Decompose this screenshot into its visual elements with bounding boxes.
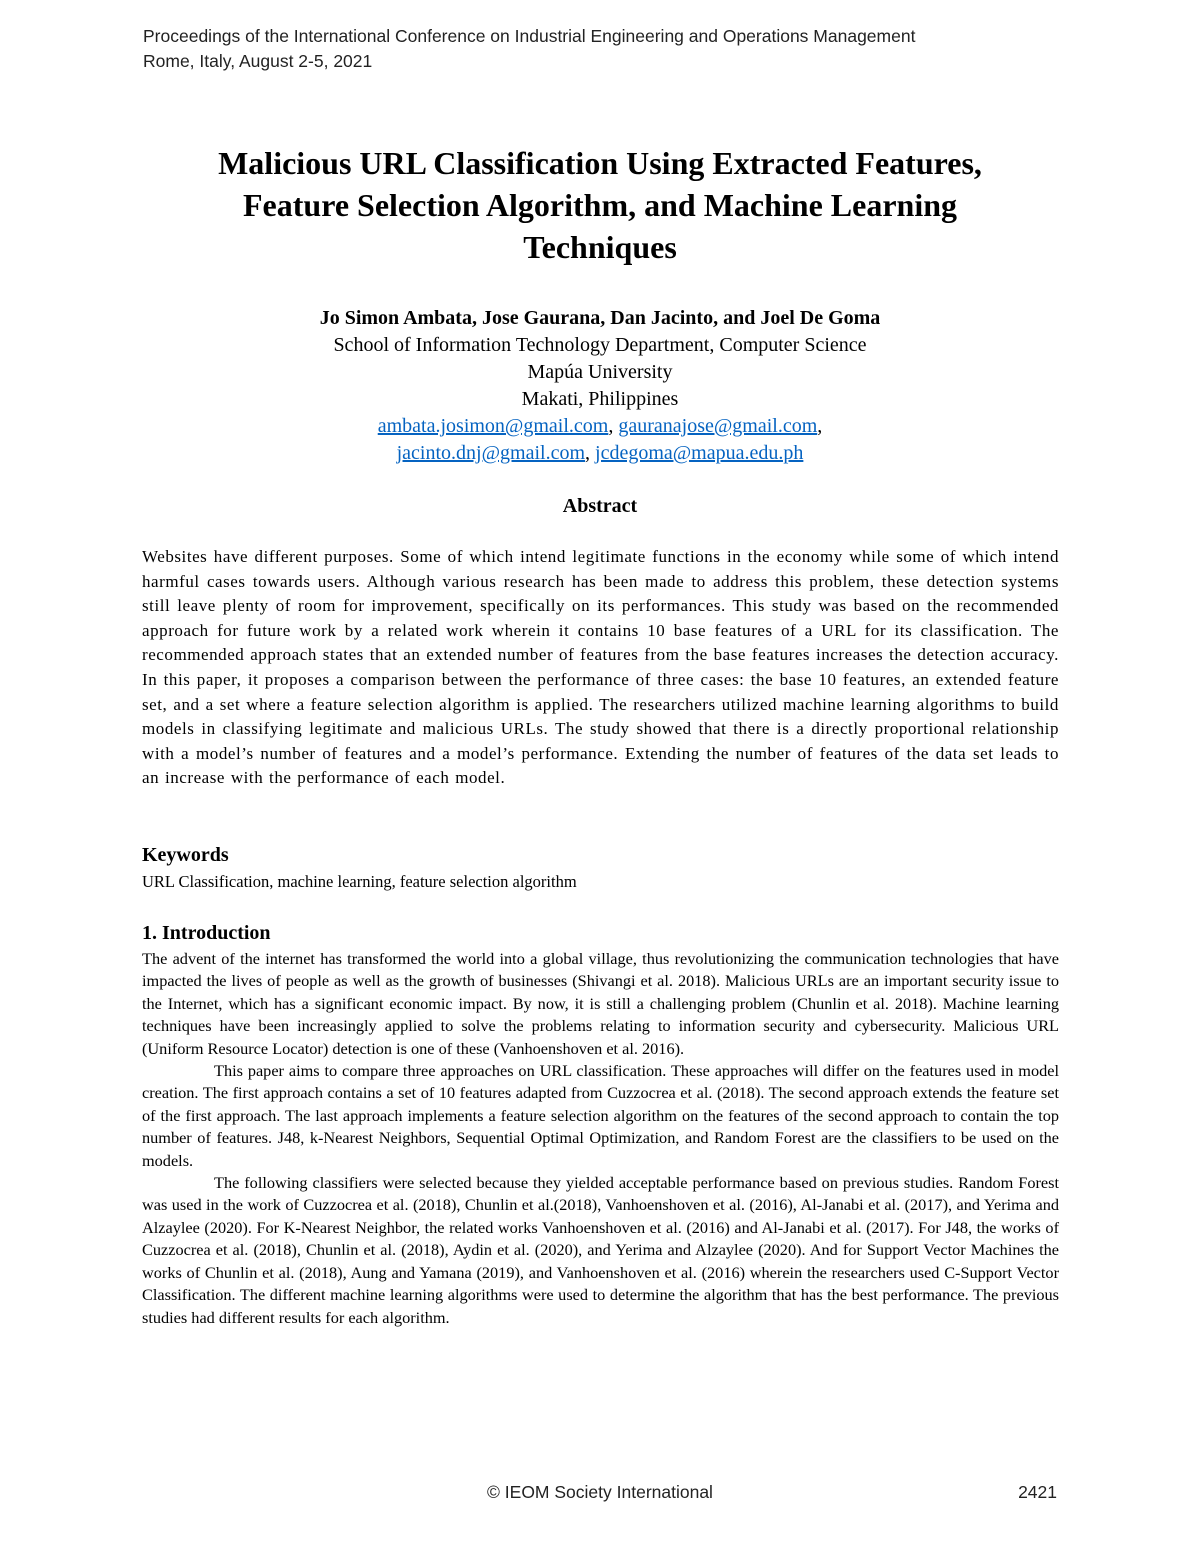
- introduction-body: [142, 948, 1059, 1329]
- author-university: Mapúa University: [527, 361, 673, 383]
- email-link-degoma[interactable]: jcdegoma@mapua.edu.ph: [595, 442, 804, 464]
- introduction-heading: 1. Introduction: [142, 922, 271, 944]
- keywords-text: URL Classification, machine learning, feature selection algorithm: [142, 872, 577, 891]
- page-number: 2421: [1018, 1482, 1057, 1502]
- intro-paragraph-1: The advent of the internet has transformed the world into a global village, thus revolutionizing the communication technologies that have impacted the lives of people as well as the growth of businesses (Shivangi et al. 2018). Malicious URLs are an important security issue to the Internet, which has a significant economic impact. By now, it is still a challenging problem (Chunlin et al. 2018). Machine learning techniques have been increasingly applied to solve the problems relating to information security and cybersecurity. Malicious URL (Uniform Resource Locator) detection is one of these (Vanhoenshoven et al. 2016).: [142, 949, 1059, 1058]
- conference-location-date: Rome, Italy, August 2-5, 2021: [143, 51, 373, 71]
- copyright-notice: © IEOM Society International: [487, 1482, 713, 1502]
- email-link-ambata[interactable]: ambata.josimon@gmail.com: [377, 415, 609, 437]
- title-line-3: Techniques: [523, 229, 677, 265]
- author-department: School of Information Technology Department, Computer Science: [333, 334, 867, 356]
- abstract-text: Websites have different purposes. Some of which intend legitimate functions in the economy while some of which intend harmful cases towards users. Although various research has been made to address this problem, these detection systems still leave plenty of room for improvement, specifically on its performances. This study was based on the recommended approach for future work by a related work wherein it contains 10 base features of a URL for its classification. The recommended approach states that an extended number of features from the base features increases the detection accuracy. In this paper, it proposes a comparison between the performance of three cases: the base 10 features, an extended feature set, and a set where a feature selection algorithm is applied. The researchers utilized machine learning algorithms to build models in classifying legitimate and malicious URLs. The study showed that there is a directly proportional relationship with a model’s number of features and a model’s performance. Extending the number of features of the data set leads to an increase with the performance of each model.: [142, 547, 1059, 788]
- title-line-1: Malicious URL Classification Using Extracted Features,: [218, 145, 982, 181]
- author-emails-line-2: jacinto.dnj@gmail.com, jcdegoma@mapua.edu.ph: [396, 442, 804, 464]
- intro-paragraph-3: The following classifiers were selected because they yielded acceptable performance based on previous studies. Random Forest was used in the work of Cuzzocrea et al. (2018), Chunlin et al.(2018), Vanhoenshoven et al. (2016), Al-Janabi et al. (2017), and Yerima and Alzaylee (2020). For K-Nearest Neighbor, the related works Vanhoenshoven et al. (2016) and Al-Janabi et al. (2017). For J48, the works of Cuzzocrea et al. (2018), Chunlin et al. (2018), Aydin et al. (2020), and Yerima and Alzaylee (2020). And for Support Vector Machines the works of Chunlin et al. (2018), Aung and Yamana (2019), and Vanhoenshoven et al. (2016) wherein the researchers used C-Support Vector Classification. The different machine learning algorithms were used to determine the algorithm that has the best performance. The previous studies had different results for each algorithm.: [142, 1173, 1059, 1327]
- author-emails-line-1: ambata.josimon@gmail.com, gauranajose@gmail.com,: [377, 415, 823, 437]
- author-location: Makati, Philippines: [521, 388, 679, 410]
- conference-name: Proceedings of the International Conference on Industrial Engineering and Operations Management: [143, 26, 916, 46]
- running-header: [143, 24, 915, 74]
- keywords-heading: Keywords: [142, 844, 229, 866]
- email-link-jacinto[interactable]: jacinto.dnj@gmail.com: [396, 442, 586, 464]
- abstract-heading: Abstract: [562, 495, 638, 517]
- intro-paragraph-2: This paper aims to compare three approaches on URL classification. These approaches will differ on the features used in model creation. The first approach contains a set of 10 features adapted from Cuzzocrea et al. (2018). The second approach extends the feature set of the first approach. The last approach implements a feature selection algorithm on the features of the second approach to contain the top number of features. J48, k-Nearest Neighbors, Sequential Optimal Optimization, and Random Forest are the classifiers to be used on the models.: [142, 1061, 1059, 1170]
- author-names: Jo Simon Ambata, Jose Gaurana, Dan Jacinto, and Joel De Goma: [319, 307, 881, 329]
- title-line-2: Feature Selection Algorithm, and Machine Learning: [242, 187, 958, 223]
- paper-title: [130, 142, 1070, 268]
- author-block: [130, 305, 1070, 467]
- email-link-gaurana[interactable]: gauranajose@gmail.com: [618, 415, 818, 437]
